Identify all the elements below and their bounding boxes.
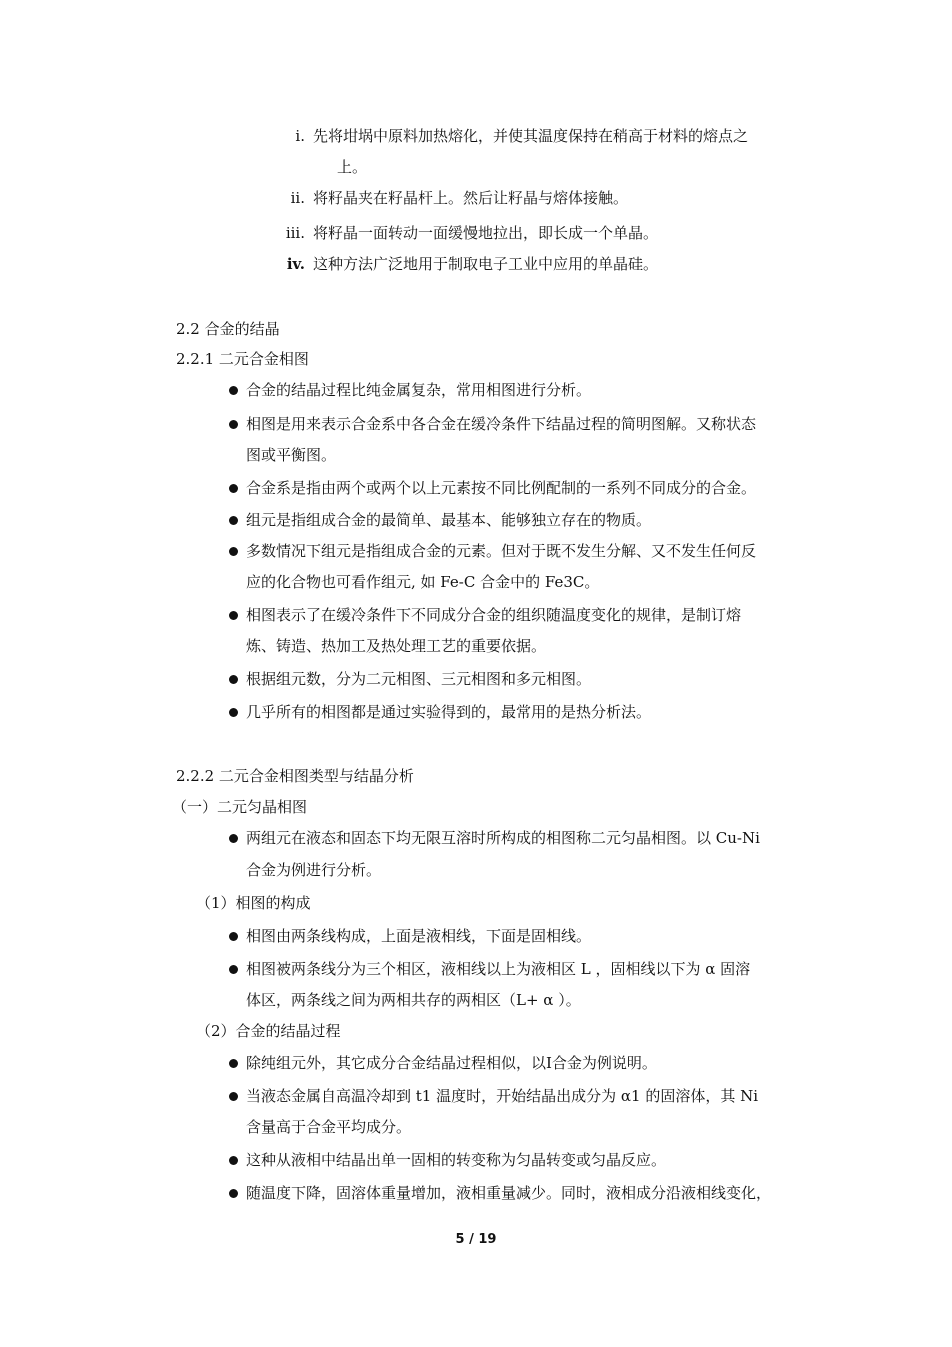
bullet-dot	[229, 1092, 238, 1101]
bullet-dot	[229, 516, 238, 525]
bullet-text: 当液态金属自高温冷却到 t1 温度时，开始结晶出成分为 α1 的固溶体，其 Ni	[246, 1087, 759, 1105]
bullet-dot	[229, 1156, 238, 1165]
bullet-text: 除纯组元外，其它成分合金结晶过程相似，以Ⅰ合金为例说明。	[246, 1054, 657, 1072]
paragraph-heading: （1）相图的构成	[196, 894, 311, 912]
paragraph-heading: （2）合金的结晶过程	[196, 1022, 341, 1040]
bullet-text: 组元是指组成合金的最简单、最基本、能够独立存在的物质。	[246, 511, 652, 529]
bullet-text-continued: 含量高于合金平均成分。	[246, 1118, 412, 1136]
bullet-text-continued: 体区，两条线之间为两相共存的两相区（L+ α ）。	[246, 991, 581, 1009]
bullet-text-continued: 炼、铸造、热加工及热处理工艺的重要依据。	[246, 637, 547, 655]
bullet-dot	[229, 420, 238, 429]
bullet-text: 合金系是指由两个或两个以上元素按不同比例配制的一系列不同成分的合金。	[246, 479, 757, 497]
step-text: 先将坩埚中原料加热熔化，并使其温度保持在稍高于材料的熔点之	[313, 127, 749, 145]
bullet-text: 多数情况下组元是指组成合金的元素。但对于既不发生分解、又不发生任何反	[246, 542, 757, 560]
bullet-text: 相图是用来表示合金系中各合金在缓冷条件下结晶过程的简明图解。又称状态	[246, 415, 757, 433]
step-text: 将籽晶夹在籽晶杆上。然后让籽晶与熔体接触。	[313, 189, 629, 207]
bullet-text: 相图表示了在缓冷条件下不同成分合金的组织随温度变化的规律，是制订熔	[246, 606, 742, 624]
bullet-text: 合金的结晶过程比纯金属复杂，常用相图进行分析。	[246, 381, 592, 399]
section-heading: 2.2 合金的结晶	[176, 320, 280, 338]
bullet-text-continued: 图或平衡图。	[246, 446, 337, 464]
bullet-text: 几乎所有的相图都是通过实验得到的，最常用的是热分析法。	[246, 703, 652, 721]
bullet-dot	[229, 547, 238, 556]
bullet-dot	[229, 708, 238, 717]
step-number: iii.	[285, 224, 305, 242]
bullet-dot	[229, 675, 238, 684]
step-number: ii.	[290, 189, 305, 207]
bullet-dot	[229, 965, 238, 974]
bullet-text: 根据组元数，分为二元相图、三元相图和多元相图。	[246, 670, 592, 688]
bullet-dot	[229, 611, 238, 620]
step-text-continued: 上。	[337, 158, 368, 176]
subsection-heading: 2.2.1 二元合金相图	[176, 350, 309, 368]
bullet-text-continued: 应的化合物也可看作组元, 如 Fe-C 合金中的 Fe3C。	[246, 573, 600, 591]
step-number: i.	[295, 127, 305, 145]
bullet-text: 这种从液相中结晶出单一固相的转变称为匀晶转变或匀晶反应。	[246, 1151, 667, 1169]
step-text: 将籽晶一面转动一面缓慢地拉出，即长成一个单晶。	[313, 224, 659, 242]
page-number: 5 / 19	[455, 1232, 497, 1247]
subsection-heading: 2.2.2 二元合金相图类型与结晶分析	[176, 767, 414, 785]
bullet-text: 两组元在液态和固态下均无限互溶时所构成的相图称二元匀晶相图。以 Cu-Ni	[246, 829, 760, 847]
step-text: 这种方法广泛地用于制取电子工业中应用的单晶硅。	[313, 255, 659, 273]
bullet-dot	[229, 1189, 238, 1198]
bullet-dot	[229, 932, 238, 941]
bullet-dot	[229, 1059, 238, 1068]
sub-heading: （一）二元匀晶相图	[172, 798, 308, 816]
bullet-text: 随温度下降，固溶体重量增加，液相重量减少。同时，液相成分沿液相线变化，	[246, 1184, 772, 1202]
bullet-dot	[229, 484, 238, 493]
bullet-dot	[229, 834, 238, 843]
bullet-text-continued: 合金为例进行分析。	[246, 861, 382, 879]
bullet-dot	[229, 386, 238, 395]
bullet-text: 相图被两条线分为三个相区，液相线以上为液相区 L ，固相线以下为 α 固溶	[246, 960, 751, 978]
bullet-text: 相图由两条线构成，上面是液相线，下面是固相线。	[246, 927, 592, 945]
step-number: iv.	[286, 255, 305, 273]
